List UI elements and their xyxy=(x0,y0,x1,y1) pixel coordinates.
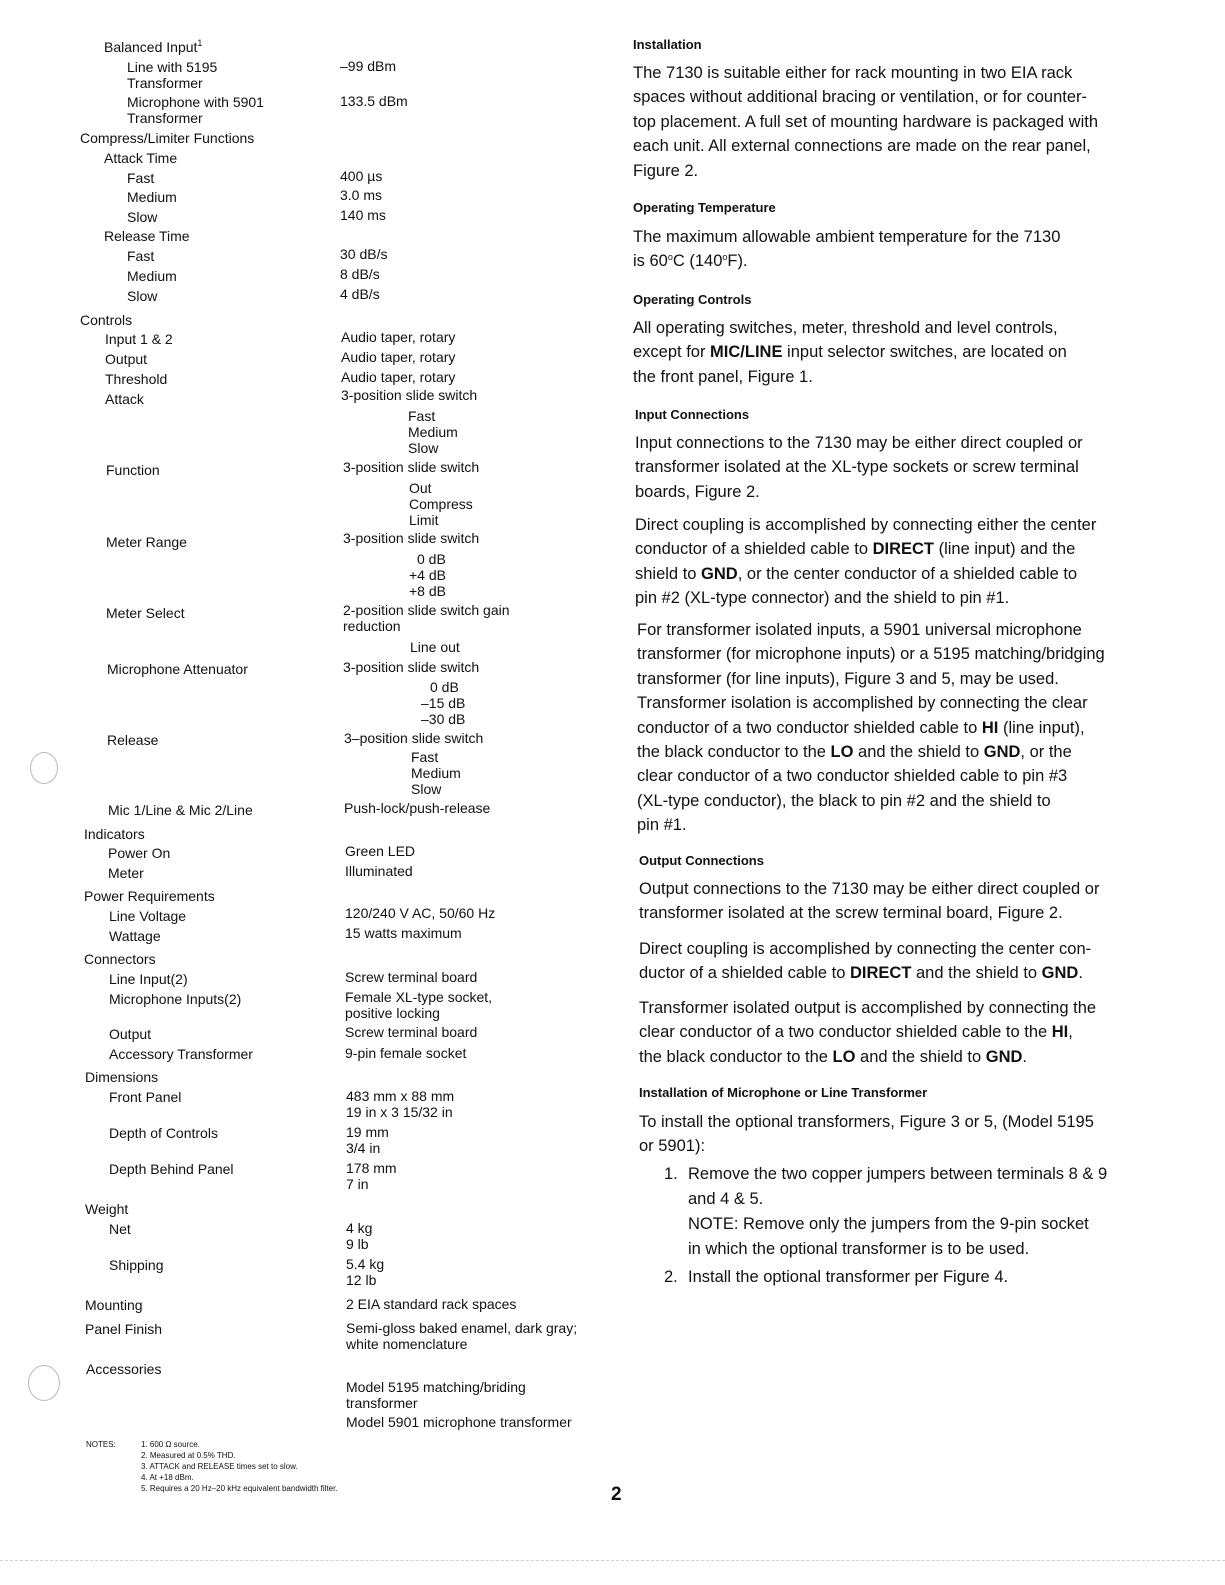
spec-value-attack-slow: 140 ms xyxy=(340,207,386,223)
spec-option: +4 dB xyxy=(409,567,446,583)
spec-value-front-panel: 483 mm x 88 mm 19 in x 3 15/32 in xyxy=(346,1088,455,1120)
spec-label-wattage: Wattage xyxy=(109,928,161,944)
spec-value-mounting: 2 EIA standard rack spaces xyxy=(346,1296,517,1312)
spec-value-wattage: 15 watts maximum xyxy=(345,925,462,941)
spec-label-mic-attenuator: Microphone Attenuator xyxy=(107,661,248,677)
spec-option: –30 dB xyxy=(421,711,466,727)
spec-value-line-input: Screw terminal board xyxy=(345,969,478,985)
page-number: 2 xyxy=(611,1484,622,1505)
spec-label-dimensions: Dimensions xyxy=(85,1069,159,1085)
heading-operating-temperature: Operating Temperature xyxy=(633,200,776,215)
spec-value-panel-finish: Semi-gloss baked enamel, dark gray; white nomenclature xyxy=(346,1320,578,1352)
spec-label-release: Release xyxy=(107,732,159,748)
paragraph-input-2: Direct coupling is accomplished by connecting either the center conductor of a shielded cable to DIRECT (line input) and the shield to GND, or the center conductor of a shielded cable to pin #2 (XL-type connector) and the shield to pin #1. xyxy=(635,516,1097,608)
spec-value-meter-range: 3-position slide switch xyxy=(343,530,480,546)
spec-label-threshold: Threshold xyxy=(105,371,168,387)
spec-label-controls: Controls xyxy=(80,312,133,328)
spec-label-release-fast: Fast xyxy=(127,248,155,264)
spec-value-meter-select: 2-position slide switch gain reduction xyxy=(343,602,510,634)
heading-install-transformer: Installation of Microphone or Line Transformer xyxy=(639,1085,928,1100)
spec-label-line-input: Line Input(2) xyxy=(109,971,188,987)
spec-label-mic-5901: Microphone with 5901 Transformer xyxy=(127,94,264,126)
spec-value-depth-behind: 178 mm 7 in xyxy=(346,1160,397,1192)
paragraph-installation: The 7130 is suitable either for rack mounting in two EIA rack spaces without additional bracing or ventilation, or for counter- top placement. A full set of mounting hardware is packaged with each unit. All external connections are made on the rear panel, Figure 2. xyxy=(633,64,1099,180)
spec-label-line-5195: Line with 5195 Transformer xyxy=(127,59,218,91)
step-text: Remove the two copper jumpers between terminals 8 & 9 and 4 & 5. xyxy=(688,1165,1108,1208)
spec-value-accessories: Model 5195 matching/briding transformer Model 5901 microphone transformer xyxy=(346,1379,572,1430)
footnote-item: 4. At +18 dBm. xyxy=(141,1473,194,1482)
spec-option: Fast xyxy=(408,408,436,424)
spec-value-mic-5901: 133.5 dBm xyxy=(340,93,408,109)
spec-label-attack-slow: Slow xyxy=(127,209,158,225)
step-text: Install the optional transformer per Figure 4. xyxy=(688,1268,1009,1286)
spec-option: Slow xyxy=(411,781,442,797)
spec-option: 0 dB xyxy=(417,551,446,567)
spec-label-attack: Attack xyxy=(105,391,144,407)
spec-value-power-on: Green LED xyxy=(345,843,416,859)
spec-option: Compress xyxy=(409,496,473,512)
step-number: 2. xyxy=(664,1268,678,1286)
spec-label-indicators: Indicators xyxy=(84,826,145,842)
spec-value-line-voltage: 120/240 V AC, 50/60 Hz xyxy=(345,905,496,921)
footnote-item: 3. ATTACK and RELEASE times set to slow. xyxy=(141,1462,298,1471)
heading-installation: Installation xyxy=(633,37,702,52)
paragraph-input-3: For transformer isolated inputs, a 5901 universal microphone transformer (for microphone inputs) or a 5195 matching/bridging transformer (for line inputs), Figure 3 and 5, may be used. Transformer isolation is accomplished by connecting the clear conductor of a two conductor shielded cable to HI (line input), the black conductor to the LO and the shield to GND, or the clear conductor of a two conductor shielded cable to pin #3 (XL-type conductor), the black to pin #2 and the shield to pin #1. xyxy=(637,621,1105,835)
spec-option: Slow xyxy=(408,440,439,456)
heading-input-connections: Input Connections xyxy=(635,407,750,422)
spec-label-meter: Meter xyxy=(108,865,144,881)
spec-option: 0 dB xyxy=(430,679,459,695)
spec-label-power-on: Power On xyxy=(108,845,171,861)
spec-label-weight: Weight xyxy=(85,1201,129,1217)
spec-label-depth-controls: Depth of Controls xyxy=(109,1125,218,1141)
spec-value-attack-medium: 3.0 ms xyxy=(340,187,383,203)
spec-label-panel-finish: Panel Finish xyxy=(85,1321,163,1337)
spec-value-depth-controls: 19 mm 3/4 in xyxy=(346,1124,389,1156)
paragraph-input-1: Input connections to the 7130 may be either direct coupled or transformer isolated at the XL-type sockets or screw terminal boards, Figure 2. xyxy=(635,434,1083,501)
spec-option: Fast xyxy=(411,749,439,765)
step-number: 1. xyxy=(664,1165,678,1183)
install-step-1 xyxy=(664,1162,1164,1214)
spec-label-release-slow: Slow xyxy=(127,288,158,304)
spec-value-release-medium: 8 dB/s xyxy=(340,266,380,282)
spec-value-line-5195: –99 dBm xyxy=(340,58,397,74)
spec-label-compress-limiter: Compress/Limiter Functions xyxy=(80,130,255,146)
footnote-item: 5. Requires a 20 Hz–20 kHz equivalent bandwidth filter. xyxy=(141,1484,338,1493)
spec-option: +8 dB xyxy=(409,583,446,599)
paragraph-output-1: Output connections to the 7130 may be either direct coupled or transformer isolated at the screw terminal board, Figure 2. xyxy=(639,880,1100,923)
install-note: NOTE: Remove only the jumpers from the 9-pin socket in which the optional transformer is to be used. xyxy=(688,1215,1089,1258)
spec-value-attack: 3-position slide switch xyxy=(341,387,478,403)
spec-option: Out xyxy=(409,480,432,496)
spec-label-mic-inputs: Microphone Inputs(2) xyxy=(109,991,242,1007)
spec-label-depth-behind: Depth Behind Panel xyxy=(109,1161,234,1177)
install-step-2 xyxy=(664,1265,1164,1291)
spec-label-connector-output: Output xyxy=(109,1026,152,1042)
scan-smudge xyxy=(30,752,58,784)
spec-value-shipping: 5.4 kg 12 lb xyxy=(346,1256,385,1288)
spec-value-connector-output: Screw terminal board xyxy=(345,1024,478,1040)
spec-label-mic-line: Mic 1/Line & Mic 2/Line xyxy=(108,802,253,818)
heading-operating-controls: Operating Controls xyxy=(633,292,752,307)
spec-label-release-time: Release Time xyxy=(104,228,190,244)
spec-value-function: 3-position slide switch xyxy=(343,459,480,475)
spec-label-line-voltage: Line Voltage xyxy=(109,908,187,924)
paragraph-output-3: Transformer isolated output is accomplished by connecting the clear conductor of a two conductor shielded cable to the HI, the black conductor to the LO and the shield to GND. xyxy=(639,999,1097,1066)
spec-label-net: Net xyxy=(109,1221,131,1237)
spec-label-attack-medium: Medium xyxy=(127,189,177,205)
spec-label-input: Input 1 & 2 xyxy=(105,331,173,347)
spec-option: Medium xyxy=(411,765,461,781)
page-edge-line xyxy=(0,1560,1225,1561)
spec-value-release-fast: 30 dB/s xyxy=(340,246,388,262)
spec-value-threshold: Audio taper, rotary xyxy=(341,369,456,385)
heading-output-connections: Output Connections xyxy=(639,853,764,868)
paragraph-install-intro: To install the optional transformers, Figure 3 or 5, (Model 5195 or 5901): xyxy=(639,1113,1094,1156)
spec-value-input: Audio taper, rotary xyxy=(341,329,456,345)
scan-smudge xyxy=(28,1365,60,1401)
spec-value-attack-fast: 400 µs xyxy=(340,168,383,184)
spec-value-mic-inputs: Female XL-type socket, positive locking xyxy=(345,989,493,1021)
spec-label-function: Function xyxy=(106,462,160,478)
spec-value-net: 4 kg 9 lb xyxy=(346,1220,373,1252)
paragraph-output-2: Direct coupling is accomplished by connecting the center con- ductor of a shielded cable to DIRECT and the shield to GND. xyxy=(639,940,1092,983)
paragraph-operating-temperature: The maximum allowable ambient temperature for the 7130 is 60$^o$C (140$^o$F). xyxy=(633,228,1061,271)
spec-option: Medium xyxy=(408,424,458,440)
spec-label-output: Output xyxy=(105,351,148,367)
spec-value-mic-attenuator: 3-position slide switch xyxy=(343,659,480,675)
spec-value-release-slow: 4 dB/s xyxy=(340,286,380,302)
spec-option: Limit xyxy=(409,512,439,528)
notes-label: NOTES: xyxy=(86,1440,116,1449)
spec-value-accessory-transformer: 9-pin female socket xyxy=(345,1045,467,1061)
spec-label-accessory-transformer: Accessory Transformer xyxy=(109,1046,253,1062)
spec-label-release-medium: Medium xyxy=(127,268,177,284)
spec-label-accessories: Accessories xyxy=(86,1361,162,1377)
spec-label-attack-time: Attack Time xyxy=(104,150,178,166)
spec-label-power: Power Requirements xyxy=(84,888,215,904)
spec-label-meter-range: Meter Range xyxy=(106,534,187,550)
spec-label-meter-select: Meter Select xyxy=(106,605,185,621)
spec-option: –15 dB xyxy=(421,695,466,711)
spec-option: Line out xyxy=(410,639,460,655)
spec-value-mic-line: Push-lock/push-release xyxy=(344,800,491,816)
spec-label-mounting: Mounting xyxy=(85,1297,143,1313)
paragraph-operating-controls: All operating switches, meter, threshold and level controls, except for MIC/LINE input selector switches, are located on the front panel, Figure 1. xyxy=(633,319,1067,386)
spec-value-output: Audio taper, rotary xyxy=(341,349,456,365)
spec-label-shipping: Shipping xyxy=(109,1257,164,1273)
spec-value-release: 3–position slide switch xyxy=(344,730,484,746)
spec-label-front-panel: Front Panel xyxy=(109,1089,182,1105)
spec-value-meter: Illuminated xyxy=(345,863,413,879)
footnote-item: 2. Measured at 0.5% THD. xyxy=(141,1451,236,1460)
spec-label-attack-fast: Fast xyxy=(127,170,155,186)
spec-label-balanced-input: Balanced Input$^1$ xyxy=(104,38,203,55)
footnote-item: 1. 600 Ω source. xyxy=(141,1440,200,1449)
spec-label-connectors: Connectors xyxy=(84,951,156,967)
